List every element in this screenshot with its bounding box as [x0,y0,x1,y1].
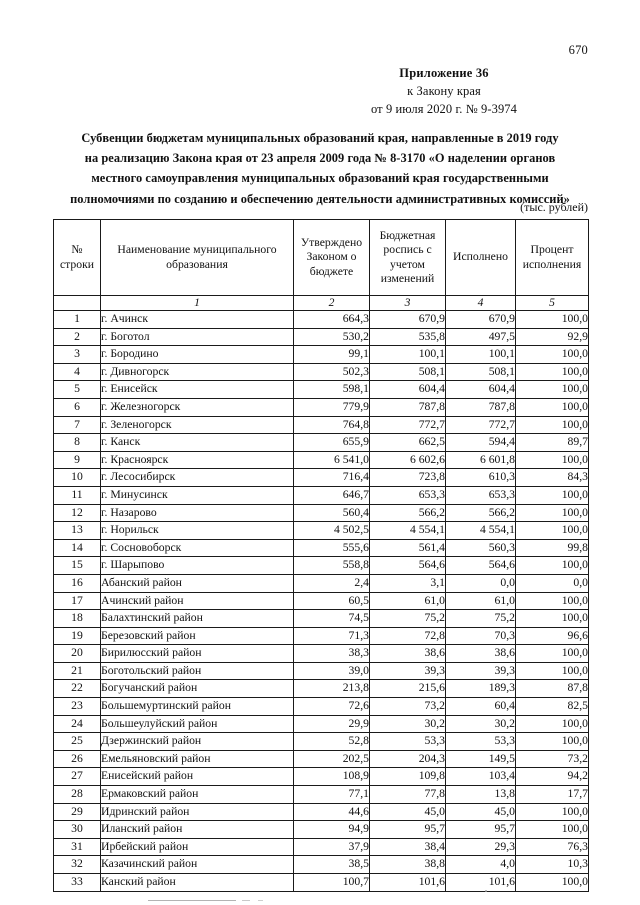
cell-budget-schedule: 109,8 [370,768,446,786]
cell-executed: 787,8 [446,398,516,416]
cell-percent-executed: 100,0 [516,592,589,610]
cell-approved-by-law: 52,8 [294,733,370,751]
column-header-budget-schedule-line-3: учетом [390,257,425,271]
cell-municipality-name: г. Енисейск [101,381,294,399]
cell-budget-schedule: 6 602,6 [370,451,446,469]
table-header-row [54,220,589,296]
cell-row-number: 33 [54,874,101,892]
cell-row-number: 14 [54,539,101,557]
cell-municipality-name: Иланский район [101,821,294,839]
cell-executed: 30,2 [446,715,516,733]
table-row [54,786,589,804]
cell-budget-schedule: 4 554,1 [370,522,446,540]
cell-row-number: 11 [54,486,101,504]
cell-executed: 566,2 [446,504,516,522]
cell-municipality-name: г. Зеленогорск [101,416,294,434]
cell-executed: 670,9 [446,311,516,329]
table-row [54,539,589,557]
column-header-row-number-line-1: № [71,243,83,257]
subventions-table-wrapper [53,219,588,892]
cell-percent-executed: 100,0 [516,398,589,416]
cell-percent-executed: 10,3 [516,856,589,874]
cell-row-number: 8 [54,434,101,452]
table-row [54,434,589,452]
table-row [54,610,589,628]
column-header-budget-schedule-line-2: роспись с [383,243,432,257]
cell-row-number: 9 [54,451,101,469]
cell-row-number: 32 [54,856,101,874]
table-row [54,469,589,487]
cell-executed: 604,4 [446,381,516,399]
cell-municipality-name: Казачинский район [101,856,294,874]
cell-approved-by-law: 108,9 [294,768,370,786]
table-row [54,698,589,716]
cell-executed: 38,6 [446,645,516,663]
cell-approved-by-law: 100,7 [294,874,370,892]
cell-municipality-name: Енисейский район [101,768,294,786]
table-row [54,328,589,346]
cell-budget-schedule: 723,8 [370,469,446,487]
cell-approved-by-law: 60,5 [294,592,370,610]
page-title-line-2: на реализацию Закона края от 23 апреля 2009 года № 8-3170 «О наделении органов [84,151,556,166]
scan-artifact-dot [485,890,487,892]
page-title [36,128,604,209]
cell-municipality-name: г. Дивногорск [101,363,294,381]
cell-executed: 772,7 [446,416,516,434]
cell-executed: 53,3 [446,733,516,751]
cell-approved-by-law: 655,9 [294,434,370,452]
page-number: 670 [568,43,588,57]
column-header-executed-line-1: Исполнено [453,250,508,264]
cell-municipality-name: Дзержинский район [101,733,294,751]
column-header-percent-line-2: исполнения [522,257,582,271]
cell-row-number: 25 [54,733,101,751]
cell-percent-executed: 89,7 [516,434,589,452]
cell-executed: 45,0 [446,803,516,821]
cell-budget-schedule: 564,6 [370,557,446,575]
cell-executed: 39,3 [446,662,516,680]
cell-approved-by-law: 2,4 [294,574,370,592]
cell-budget-schedule: 73,2 [370,698,446,716]
table-row [54,645,589,663]
cell-budget-schedule: 77,8 [370,786,446,804]
cell-percent-executed: 100,0 [516,715,589,733]
cell-municipality-name: г. Норильск [101,522,294,540]
page-title-line-3: местного самоуправления муниципальных образований края государственными [91,171,549,186]
cell-municipality-name: г. Ачинск [101,311,294,329]
cell-percent-executed: 100,0 [516,874,589,892]
cell-executed: 189,3 [446,680,516,698]
table-row [54,346,589,364]
cell-percent-executed: 100,0 [516,363,589,381]
cell-executed: 564,6 [446,557,516,575]
cell-percent-executed: 84,3 [516,469,589,487]
cell-percent-executed: 94,2 [516,768,589,786]
scan-artifact-dash [242,900,250,901]
cell-percent-executed: 73,2 [516,750,589,768]
column-header-approved-line-2: Законом о [306,250,357,264]
cell-municipality-name: г. Сосновоборск [101,539,294,557]
table-row [54,398,589,416]
cell-approved-by-law: 44,6 [294,803,370,821]
column-header-budget-schedule-line-1: Бюджетная [379,229,436,243]
column-header-approved [294,220,370,296]
table-row [54,363,589,381]
column-header-municipality-line-2: образования [166,257,228,271]
cell-percent-executed: 100,0 [516,381,589,399]
cell-percent-executed: 0,0 [516,574,589,592]
cell-row-number: 17 [54,592,101,610]
cell-budget-schedule: 30,2 [370,715,446,733]
table-row [54,416,589,434]
cell-executed: 149,5 [446,750,516,768]
cell-municipality-name: г. Бородино [101,346,294,364]
cell-budget-schedule: 100,1 [370,346,446,364]
table-row [54,662,589,680]
cell-approved-by-law: 39,0 [294,662,370,680]
cell-percent-executed: 76,3 [516,838,589,856]
cell-municipality-name: Емельяновский район [101,750,294,768]
cell-percent-executed: 87,8 [516,680,589,698]
column-number-0 [54,296,101,311]
cell-approved-by-law: 29,9 [294,715,370,733]
cell-municipality-name: Большемуртинский район [101,698,294,716]
cell-budget-schedule: 215,6 [370,680,446,698]
cell-budget-schedule: 604,4 [370,381,446,399]
cell-percent-executed: 100,0 [516,803,589,821]
cell-percent-executed: 100,0 [516,645,589,663]
cell-approved-by-law: 37,9 [294,838,370,856]
cell-row-number: 31 [54,838,101,856]
cell-percent-executed: 100,0 [516,733,589,751]
cell-approved-by-law: 779,9 [294,398,370,416]
table-row [54,451,589,469]
table-row [54,768,589,786]
table-row [54,680,589,698]
cell-approved-by-law: 664,3 [294,311,370,329]
cell-executed: 653,3 [446,486,516,504]
cell-budget-schedule: 61,0 [370,592,446,610]
cell-row-number: 6 [54,398,101,416]
cell-municipality-name: г. Боготол [101,328,294,346]
table-row [54,381,589,399]
cell-budget-schedule: 3,1 [370,574,446,592]
cell-municipality-name: Боготольский район [101,662,294,680]
column-header-approved-line-3: бюджете [309,264,354,278]
cell-budget-schedule: 38,4 [370,838,446,856]
table-row [54,627,589,645]
cell-budget-schedule: 653,3 [370,486,446,504]
cell-budget-schedule: 787,8 [370,398,446,416]
column-number-1: 1 [101,296,294,311]
scan-artifact-dash-2 [258,900,263,901]
cell-approved-by-law: 6 541,0 [294,451,370,469]
cell-budget-schedule: 39,3 [370,662,446,680]
cell-row-number: 5 [54,381,101,399]
cell-budget-schedule: 101,6 [370,874,446,892]
cell-row-number: 20 [54,645,101,663]
table-row [54,557,589,575]
cell-approved-by-law: 74,5 [294,610,370,628]
cell-row-number: 26 [54,750,101,768]
cell-percent-executed: 99,8 [516,539,589,557]
cell-budget-schedule: 95,7 [370,821,446,839]
cell-row-number: 2 [54,328,101,346]
cell-municipality-name: Большеулуйский район [101,715,294,733]
column-number-3: 3 [370,296,446,311]
cell-percent-executed: 100,0 [516,662,589,680]
cell-approved-by-law: 71,3 [294,627,370,645]
appendix-title: Приложение 36 [399,66,489,80]
cell-executed: 103,4 [446,768,516,786]
cell-row-number: 4 [54,363,101,381]
approval-date-line: от 9 июля 2020 г. № 9-3974 [370,102,518,117]
cell-approved-by-law: 530,2 [294,328,370,346]
cell-budget-schedule: 561,4 [370,539,446,557]
cell-executed: 75,2 [446,610,516,628]
cell-executed: 4,0 [446,856,516,874]
table-row [54,574,589,592]
cell-percent-executed: 82,5 [516,698,589,716]
table-row [54,486,589,504]
column-header-municipality-line-1: Наименование муниципального [117,243,277,257]
cell-executed: 70,3 [446,627,516,645]
cell-budget-schedule: 535,8 [370,328,446,346]
cell-executed: 610,3 [446,469,516,487]
cell-row-number: 28 [54,786,101,804]
page-title-line-1: Субвенции бюджетам муниципальных образований края, направленные в 2019 году [81,131,559,145]
cell-row-number: 12 [54,504,101,522]
cell-approved-by-law: 94,9 [294,821,370,839]
cell-budget-schedule: 566,2 [370,504,446,522]
cell-municipality-name: Березовский район [101,627,294,645]
cell-municipality-name: г. Назарово [101,504,294,522]
cell-municipality-name: Богучанский район [101,680,294,698]
cell-budget-schedule: 670,9 [370,311,446,329]
cell-executed: 4 554,1 [446,522,516,540]
cell-municipality-name: Канский район [101,874,294,892]
table-row [54,750,589,768]
cell-budget-schedule: 75,2 [370,610,446,628]
cell-executed: 594,4 [446,434,516,452]
table-row [54,522,589,540]
cell-row-number: 24 [54,715,101,733]
cell-executed: 95,7 [446,821,516,839]
cell-municipality-name: г. Лесосибирск [101,469,294,487]
cell-budget-schedule: 72,8 [370,627,446,645]
cell-executed: 60,4 [446,698,516,716]
cell-approved-by-law: 38,3 [294,645,370,663]
cell-row-number: 18 [54,610,101,628]
cell-percent-executed: 100,0 [516,416,589,434]
cell-row-number: 1 [54,311,101,329]
cell-row-number: 23 [54,698,101,716]
column-header-budget-schedule [370,220,446,296]
cell-row-number: 27 [54,768,101,786]
column-header-budget-schedule-line-4: изменений [380,271,435,285]
table-row [54,803,589,821]
cell-percent-executed: 100,0 [516,522,589,540]
table-body [54,311,589,892]
table-row [54,838,589,856]
cell-percent-executed: 100,0 [516,821,589,839]
table-row [54,311,589,329]
cell-executed: 497,5 [446,328,516,346]
cell-percent-executed: 17,7 [516,786,589,804]
cell-approved-by-law: 77,1 [294,786,370,804]
cell-approved-by-law: 213,8 [294,680,370,698]
column-header-row-number [54,220,101,296]
cell-municipality-name: г. Железногорск [101,398,294,416]
cell-approved-by-law: 646,7 [294,486,370,504]
column-header-percent [516,220,589,296]
units-note: (тыс. рублей) [520,200,588,214]
cell-budget-schedule: 772,7 [370,416,446,434]
cell-row-number: 15 [54,557,101,575]
column-number-2: 2 [294,296,370,311]
cell-executed: 0,0 [446,574,516,592]
cell-percent-executed: 100,0 [516,311,589,329]
cell-municipality-name: Ачинский район [101,592,294,610]
cell-percent-executed: 100,0 [516,451,589,469]
cell-approved-by-law: 502,3 [294,363,370,381]
cell-approved-by-law: 716,4 [294,469,370,487]
cell-percent-executed: 96,6 [516,627,589,645]
cell-approved-by-law: 764,8 [294,416,370,434]
cell-municipality-name: г. Минусинск [101,486,294,504]
cell-row-number: 13 [54,522,101,540]
cell-approved-by-law: 4 502,5 [294,522,370,540]
cell-budget-schedule: 45,0 [370,803,446,821]
cell-budget-schedule: 38,8 [370,856,446,874]
cell-row-number: 7 [54,416,101,434]
cell-percent-executed: 100,0 [516,610,589,628]
cell-percent-executed: 100,0 [516,557,589,575]
table-row [54,856,589,874]
cell-row-number: 29 [54,803,101,821]
cell-approved-by-law: 555,6 [294,539,370,557]
cell-approved-by-law: 558,8 [294,557,370,575]
column-header-municipality [101,220,294,296]
cell-approved-by-law: 38,5 [294,856,370,874]
cell-executed: 560,3 [446,539,516,557]
cell-budget-schedule: 204,3 [370,750,446,768]
cell-percent-executed: 100,0 [516,504,589,522]
cell-executed: 61,0 [446,592,516,610]
table-row [54,592,589,610]
cell-executed: 508,1 [446,363,516,381]
cell-percent-executed: 100,0 [516,486,589,504]
cell-budget-schedule: 38,6 [370,645,446,663]
table-row [54,874,589,892]
table-row [54,733,589,751]
table-column-number-row [54,296,589,311]
cell-approved-by-law: 72,6 [294,698,370,716]
cell-municipality-name: Идринский район [101,803,294,821]
approval-block [300,64,588,118]
cell-budget-schedule: 662,5 [370,434,446,452]
cell-municipality-name: г. Канск [101,434,294,452]
column-number-4: 4 [446,296,516,311]
cell-row-number: 30 [54,821,101,839]
cell-row-number: 19 [54,627,101,645]
cell-budget-schedule: 53,3 [370,733,446,751]
column-header-percent-line-1: Процент [530,243,574,257]
scan-artifact-line [148,900,236,901]
cell-municipality-name: Абанский район [101,574,294,592]
cell-executed: 100,1 [446,346,516,364]
column-number-5: 5 [516,296,589,311]
cell-budget-schedule: 508,1 [370,363,446,381]
cell-executed: 29,3 [446,838,516,856]
cell-row-number: 10 [54,469,101,487]
cell-municipality-name: Балахтинский район [101,610,294,628]
cell-municipality-name: г. Шарыпово [101,557,294,575]
cell-executed: 6 601,8 [446,451,516,469]
table-row [54,715,589,733]
column-header-executed [446,220,516,296]
table-header [54,220,589,311]
cell-approved-by-law: 598,1 [294,381,370,399]
page-title-line-4: полномочиями по созданию и обеспечению деятельности административных комиссий» [70,191,570,206]
cell-row-number: 22 [54,680,101,698]
approval-law-line: к Закону края [407,84,481,99]
cell-approved-by-law: 202,5 [294,750,370,768]
subventions-table [53,219,589,892]
cell-executed: 13,8 [446,786,516,804]
cell-executed: 101,6 [446,874,516,892]
column-header-approved-line-1: Утверждено [300,236,363,250]
cell-approved-by-law: 560,4 [294,504,370,522]
table-row [54,504,589,522]
cell-row-number: 3 [54,346,101,364]
cell-row-number: 16 [54,574,101,592]
cell-percent-executed: 100,0 [516,346,589,364]
cell-municipality-name: Бирилюсский район [101,645,294,663]
cell-row-number: 21 [54,662,101,680]
cell-municipality-name: г. Красноярск [101,451,294,469]
table-row [54,821,589,839]
cell-municipality-name: Ермаковский район [101,786,294,804]
cell-percent-executed: 92,9 [516,328,589,346]
cell-approved-by-law: 99,1 [294,346,370,364]
column-header-row-number-line-2: строки [59,257,95,271]
cell-municipality-name: Ирбейский район [101,838,294,856]
